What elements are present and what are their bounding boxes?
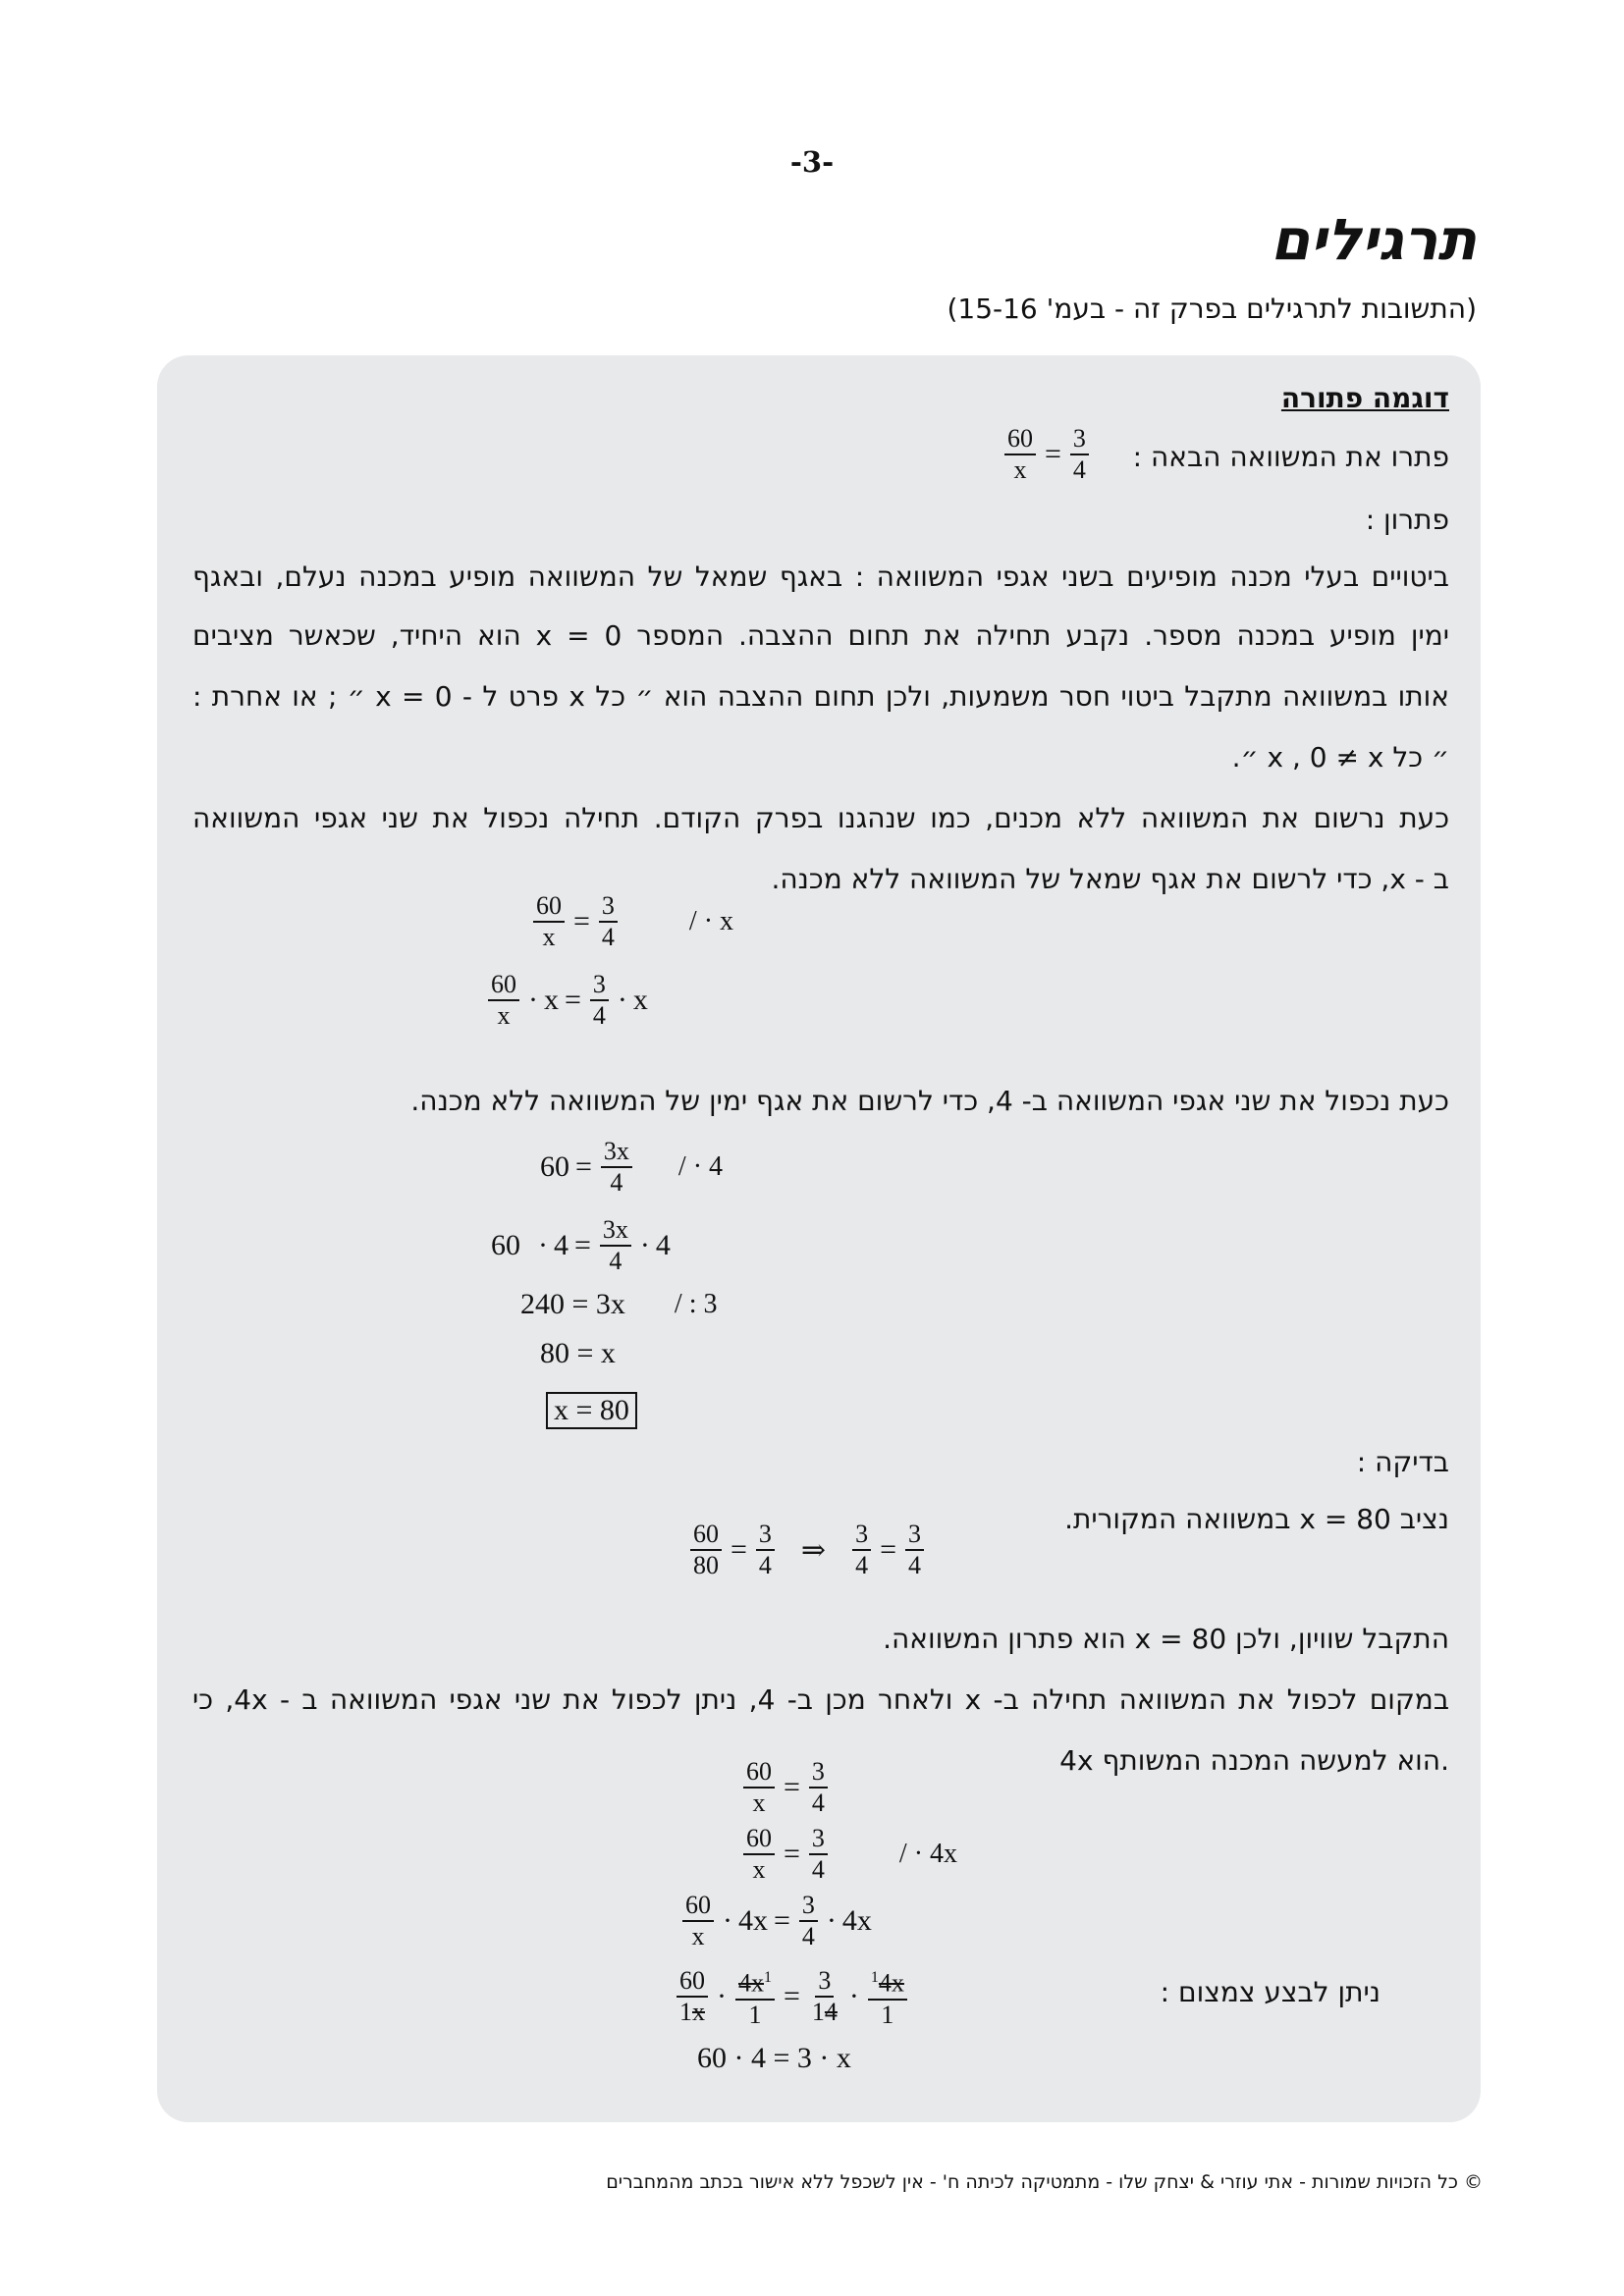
page-title: תרגילים [1270,206,1477,273]
paragraph-line: ביטויים בעלי מכנה מופיעים בשני אגפי המשוואה : באגף שמאל של המשוואה מופיע במכנה נעלם, ובאגף [192,561,1449,593]
paragraph-line: כעת נרשום את המשוואה ללא מכנים, כמו שנהגנו בפרק הקודם. תחילה נכפול את שני אגפי המשוואה [192,802,1449,834]
equation-step: $\frac{60}{x}$ = $\frac{3}{4}$ [740,1757,831,1818]
check-text: נציב x = 80 במשוואה המקורית. [1064,1503,1449,1535]
reduce-label: ניתן לבצע צמצום : [1160,1976,1380,2008]
equation-step: $\frac{60}{x}$ · x = $\frac{3}{4}$ · x [485,970,648,1031]
paragraph-line: 4x הוא למעשה המכנה המשותף. [1059,1744,1449,1777]
paragraph-line: ״ כל x , 0 ≠ x ״. [1231,741,1449,774]
check-equation: $\frac{60}{80}$ = $\frac{3}{4}$ ⇒ $\frac{3}{4}$ = $\frac{3}{4}$ [687,1520,927,1580]
equation-step: $\frac{60}{x}$ = $\frac{3}{4}$ / · x [530,891,733,952]
equation-step: 240 = 3x / : 3 [520,1288,718,1320]
task-equation: $\frac{60}{x}$ = $\frac{3}{4}$ [1001,424,1092,485]
final-answer: x = 80 [546,1392,637,1429]
page-subtitle: (התשובות לתרגילים בפרק זה - בעמ' 15-16) [947,293,1477,325]
equation-step: $\frac{60}{x}$ = $\frac{3}{4}$ / · 4x [740,1824,957,1885]
equation-step: 60 · 4 = $\frac{3x}{4}$ · 4 [491,1215,671,1275]
equation-step: 60 = $\frac{3x}{4}$ / · 4 [540,1137,724,1197]
task-text: פתרו את המשוואה הבאה : [1132,441,1449,473]
reduction-equation: $\frac{60}{1x}$ · $\frac{4x^1}{1}$ = $\frac{3}{14}$ · $\frac{^14x}{1}$ [674,1963,910,2030]
copyright-footer: © כל הזכויות שמורות - אתי עוזרי & יצחק שלו - מתמטיקה לכיתה ח' - אין לשכפל ללא אישור בכתב מהמחברים [606,2171,1483,2193]
check-label: בדיקה : [1356,1446,1449,1478]
solution-label: פתרון : [1365,504,1449,536]
conclusion-text: התקבל שוויון, ולכן x = 80 הוא פתרון המשוואה. [883,1623,1449,1655]
paragraph-line: ימין מופיע במכנה מספר. נקבע תחילה את תחום ההצבה. המספר x = 0 הוא היחיד, שכאשר מציבים [192,619,1449,652]
paragraph-line: כעת נכפול את שני אגפי המשוואה ב- 4, כדי לרשום את אגף ימין של המשוואה ללא מכנה. [410,1085,1449,1117]
equation-step: 60 · 4 = 3 · x [697,2042,851,2074]
equation-step: $\frac{60}{x}$ · 4x = $\frac{3}{4}$ · 4x [679,1891,872,1951]
equation-step: 80 = x [540,1337,616,1369]
paragraph-line: ב - x, כדי לרשום את אגף שמאל של המשוואה ללא מכנה. [771,863,1449,895]
example-heading: דוגמה פתורה [1280,382,1449,414]
paragraph-line: במקום לכפול את המשוואה תחילה ב- x ולאחר מכן ב- 4, ניתן לכפול את שני אגפי המשוואה ב - 4x, כי [192,1683,1450,1716]
page-number: -3- [789,145,835,179]
paragraph-line: אותו במשוואה מתקבל ביטוי חסר משמעות, ולכן תחום ההצבה הוא ״ כל x פרט ל - x = 0 ״ ; או אחרת : [192,680,1449,713]
